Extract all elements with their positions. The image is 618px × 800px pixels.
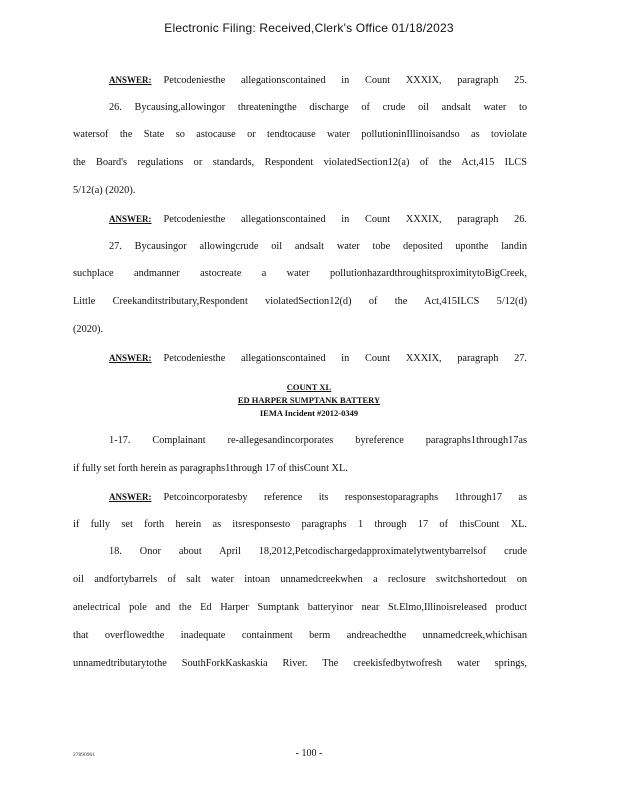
incident-number: IEMA Incident #2012-0349: [259, 408, 359, 418]
paragraph-line: the Board's regulations or standards, Respondent violatedSection12(a) of the Act,415 ILCS: [73, 157, 527, 168]
paragraph-line: watersof the State so astocause or tendtocause water pollutioninIllinoisandso as toviolate: [73, 129, 527, 140]
answer-text: Petcodeniesthe allegationscontained in Count XXXIX, paragraph 27.: [163, 353, 527, 364]
paragraph-line: 5/12(a) (2020).: [73, 185, 136, 196]
answer-paragraphs-1-17: [109, 490, 527, 505]
answer-label: ANSWER:: [109, 492, 152, 502]
count-subheading: ED HARPER SUMPTANK BATTERY: [237, 395, 381, 405]
paragraph-line: if fully set forth herein as paragraphs1through 17 of thisCount XL.: [73, 463, 348, 474]
answer-paragraph-26: [109, 212, 527, 227]
count-heading: COUNT XL: [286, 382, 332, 392]
paragraph-line: if fully set forth herein as itsresponsesto paragraphs 1 through 17 of thisCount XL.: [73, 519, 527, 530]
paragraph-line: anelectrical pole and the Ed Harper Sumptank batteryinor near St.Elmo,Illinoisreleased product: [73, 602, 527, 613]
paragraph-line: unnamedtributarytothe SouthForkKaskaskia River. The creekisfedbytwofresh water springs,: [73, 658, 527, 669]
paragraph-line: (2020).: [73, 324, 104, 335]
paragraph-26-line: 26. Bycausing,allowingor threateningthe discharge of crude oil andsalt water to: [109, 102, 527, 113]
answer-label: ANSWER:: [109, 75, 152, 85]
answer-label: ANSWER:: [109, 214, 152, 224]
paragraph-line: Little Creekanditstributary,Respondent violatedSection12(d) of the Act,415ILCS 5/12(d): [73, 296, 527, 307]
paragraph-line: oil andfortybarrels of salt water intoan unnamedcreekwhen a reclosure switchshortedout on: [73, 574, 527, 585]
answer-text: Petcoincorporatesby reference its responsestoparagraphs 1through17 as: [163, 492, 527, 503]
paragraph-27-line: 27. Bycausingor allowingcrude oil andsalt water tobe deposited uponthe landin: [109, 241, 527, 252]
document-id: 27890961: [73, 752, 95, 758]
answer-label: ANSWER:: [109, 353, 152, 363]
filing-stamp-header: Electronic Filing: Received,Clerk's Office 01/18/2023: [164, 21, 454, 35]
paragraph-1-17-line: 1-17. Complainant re-allegesandincorporates byreference paragraphs1through17as: [109, 435, 527, 446]
answer-text: Petcodeniesthe allegationscontained in Count XXXIX, paragraph 26.: [163, 214, 527, 225]
page-number: - 100 -: [295, 748, 323, 759]
paragraph-line: suchplace andmanner astocreate a water pollutionhazardthroughitsproximitytoBigCreek,: [73, 268, 527, 279]
answer-paragraph-25: [109, 73, 527, 88]
paragraph-line: that overflowedthe inadequate containment berm andreachedthe unnamedcreek,whichisan: [73, 630, 527, 641]
answer-text: Petcodeniesthe allegationscontained in Count XXXIX, paragraph 25.: [163, 75, 527, 86]
answer-paragraph-27: [109, 351, 527, 366]
paragraph-18-line: 18. Onor about April 18,2012,Petcodischargedapproximatelytwentybarrelsof crude: [109, 546, 527, 557]
